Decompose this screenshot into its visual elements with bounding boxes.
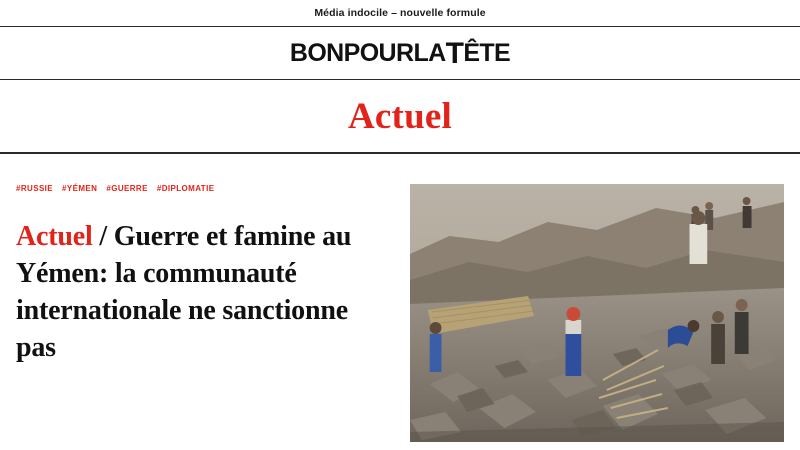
page-title: Actuel <box>348 95 452 137</box>
article-photo[interactable] <box>410 184 784 442</box>
article-headline[interactable] <box>16 219 388 367</box>
tag-item[interactable]: #GUERRE <box>106 184 148 193</box>
site-tagline: Média indocile – nouvelle formule <box>314 7 486 19</box>
photo-illustration <box>410 184 784 442</box>
site-tagline-bar <box>0 0 800 27</box>
tag-item[interactable]: #RUSSIE <box>16 184 54 193</box>
logo-tall-letter: T <box>445 36 464 70</box>
headline-separator: / <box>99 221 107 252</box>
article-teaser <box>0 154 800 442</box>
tag-item[interactable]: #YÉMEN <box>62 184 98 193</box>
tag-item[interactable]: #DIPLOMATIE <box>156 184 215 193</box>
section-header <box>0 80 800 154</box>
headline-text: Guerre et famine au Yémen: la communauté internationale ne sanctionne pas <box>16 221 352 363</box>
masthead <box>0 27 800 80</box>
logo-part-two: ÊTE <box>463 38 511 67</box>
logo-part-one: BONPOURLA <box>289 38 446 67</box>
headline-kicker: Actuel <box>16 221 93 252</box>
site-logo[interactable] <box>289 36 511 70</box>
article-text-column <box>16 184 388 442</box>
article-image-column <box>410 184 784 442</box>
tag-list <box>16 184 388 193</box>
